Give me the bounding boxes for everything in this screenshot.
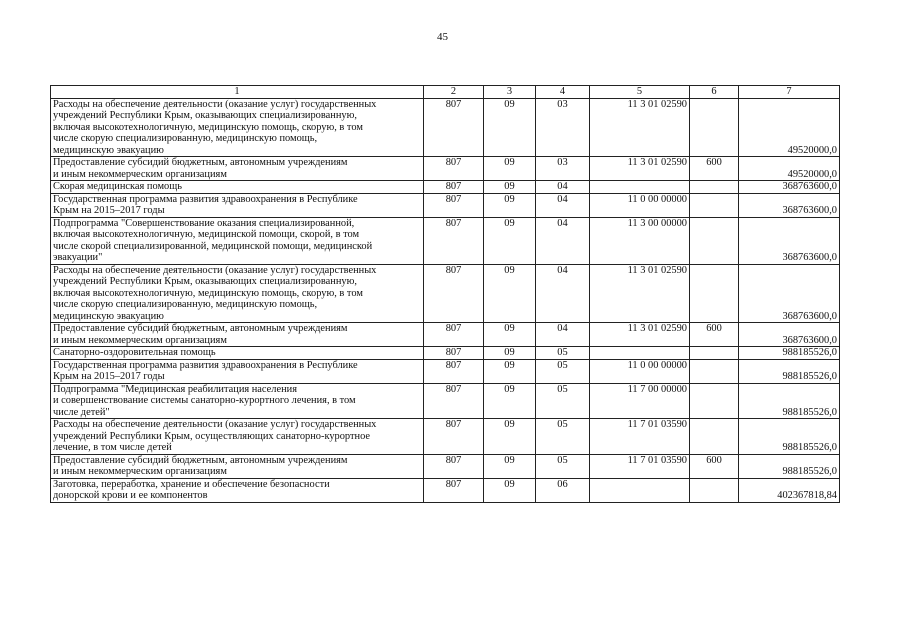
row-ved-cell: 807: [424, 419, 484, 455]
row-csr-cell: [590, 478, 690, 502]
table-row: [51, 478, 840, 502]
header-cell-ved: 2: [424, 86, 484, 99]
row-sum-cell: 988185526,0: [739, 383, 840, 419]
row-rz-cell: 09: [484, 193, 536, 217]
row-pr-cell: 06: [536, 478, 590, 502]
row-ved-cell: 807: [424, 181, 484, 194]
row-ved-cell: 807: [424, 323, 484, 347]
row-name-cell: Заготовка, переработка, хранение и обеспечение безопасности донорской крови и ее компонентов: [51, 478, 424, 502]
row-vr-cell: [690, 419, 739, 455]
row-vr-cell: 600: [690, 157, 739, 181]
header-cell-sum: 7: [739, 86, 840, 99]
header-cell-vr: 6: [690, 86, 739, 99]
row-ved-cell: 807: [424, 347, 484, 360]
table-row: [51, 419, 840, 455]
row-vr-cell: [690, 347, 739, 360]
row-name-cell: Подпрограмма "Совершенствование оказания специализированной, включая высокотехнологичную, медицинской помощи, скорой, в том числе скорой специализированной, медицинской помощи, медицинской эвакуации": [51, 217, 424, 264]
row-pr-cell: 04: [536, 264, 590, 323]
row-ved-cell: 807: [424, 98, 484, 157]
row-pr-cell: 05: [536, 347, 590, 360]
row-vr-cell: [690, 98, 739, 157]
table-row: [51, 217, 840, 264]
header-cell-csr: 5: [590, 86, 690, 99]
row-vr-cell: 600: [690, 323, 739, 347]
page-number: 45: [437, 31, 448, 43]
row-pr-cell: 05: [536, 454, 590, 478]
row-sum-cell: 368763600,0: [739, 181, 840, 194]
row-pr-cell: 03: [536, 157, 590, 181]
header-cell-rz: 3: [484, 86, 536, 99]
row-pr-cell: 04: [536, 181, 590, 194]
row-ved-cell: 807: [424, 217, 484, 264]
row-rz-cell: 09: [484, 157, 536, 181]
row-sum-cell: 368763600,0: [739, 217, 840, 264]
row-rz-cell: 09: [484, 347, 536, 360]
table-row: [51, 383, 840, 419]
row-rz-cell: 09: [484, 359, 536, 383]
row-sum-cell: 988185526,0: [739, 454, 840, 478]
row-vr-cell: [690, 181, 739, 194]
row-rz-cell: 09: [484, 478, 536, 502]
row-pr-cell: 04: [536, 217, 590, 264]
table-row: [51, 157, 840, 181]
row-csr-cell: 11 7 00 00000: [590, 383, 690, 419]
table-row: [51, 181, 840, 194]
row-csr-cell: 11 0 00 00000: [590, 359, 690, 383]
row-rz-cell: 09: [484, 323, 536, 347]
table-row: [51, 98, 840, 157]
row-sum-cell: 368763600,0: [739, 264, 840, 323]
table-row: [51, 323, 840, 347]
row-name-cell: Санаторно-оздоровительная помощь: [51, 347, 424, 360]
row-rz-cell: 09: [484, 264, 536, 323]
row-name-cell: Государственная программа развития здравоохранения в Республике Крым на 2015–2017 годы: [51, 359, 424, 383]
table-header-row: [51, 86, 840, 99]
row-name-cell: Предоставление субсидий бюджетным, автономным учреждениям и иным некоммерческим организациям: [51, 157, 424, 181]
row-csr-cell: 11 7 01 03590: [590, 454, 690, 478]
row-vr-cell: [690, 193, 739, 217]
table-row: [51, 264, 840, 323]
row-csr-cell: 11 3 01 02590: [590, 98, 690, 157]
row-sum-cell: 402367818,84: [739, 478, 840, 502]
row-sum-cell: 49520000,0: [739, 157, 840, 181]
row-ved-cell: 807: [424, 454, 484, 478]
row-rz-cell: 09: [484, 454, 536, 478]
header-cell-pr: 4: [536, 86, 590, 99]
row-vr-cell: [690, 264, 739, 323]
header-cell-name: 1: [51, 86, 424, 99]
row-ved-cell: 807: [424, 193, 484, 217]
row-name-cell: Скорая медицинская помощь: [51, 181, 424, 194]
row-pr-cell: 03: [536, 98, 590, 157]
row-pr-cell: 05: [536, 419, 590, 455]
row-csr-cell: 11 3 01 02590: [590, 264, 690, 323]
row-csr-cell: 11 0 00 00000: [590, 193, 690, 217]
budget-table: [50, 85, 840, 503]
row-name-cell: Расходы на обеспечение деятельности (оказание услуг) государственных учреждений Республики Крым, оказывающих специализированную, включая высокотехнологичную, медицинскую помощь, скорую, в том числе скорую специализированную, медицинскую помощь, медицинскую эвакуацию: [51, 98, 424, 157]
row-name-cell: Предоставление субсидий бюджетным, автономным учреждениям и иным некоммерческим организациям: [51, 323, 424, 347]
row-ved-cell: 807: [424, 264, 484, 323]
row-csr-cell: 11 7 01 03590: [590, 419, 690, 455]
table-row: [51, 347, 840, 360]
row-sum-cell: 49520000,0: [739, 98, 840, 157]
table-row: [51, 193, 840, 217]
row-pr-cell: 05: [536, 383, 590, 419]
row-sum-cell: 988185526,0: [739, 359, 840, 383]
row-ved-cell: 807: [424, 157, 484, 181]
row-name-cell: Государственная программа развития здравоохранения в Республике Крым на 2015–2017 годы: [51, 193, 424, 217]
row-rz-cell: 09: [484, 419, 536, 455]
row-sum-cell: 368763600,0: [739, 323, 840, 347]
row-sum-cell: 988185526,0: [739, 347, 840, 360]
row-csr-cell: [590, 181, 690, 194]
row-csr-cell: 11 3 00 00000: [590, 217, 690, 264]
row-csr-cell: 11 3 01 02590: [590, 323, 690, 347]
row-vr-cell: [690, 383, 739, 419]
row-name-cell: Расходы на обеспечение деятельности (оказание услуг) государственных учреждений Республики Крым, осуществляющих санаторно-курортное лечение, в том числе детей: [51, 419, 424, 455]
row-sum-cell: 368763600,0: [739, 193, 840, 217]
row-name-cell: Подпрограмма "Медицинская реабилитация населения и совершенствование системы санаторно-курортного лечения, в том числе детей": [51, 383, 424, 419]
row-vr-cell: 600: [690, 454, 739, 478]
row-vr-cell: [690, 359, 739, 383]
row-csr-cell: 11 3 01 02590: [590, 157, 690, 181]
row-rz-cell: 09: [484, 217, 536, 264]
row-rz-cell: 09: [484, 98, 536, 157]
row-ved-cell: 807: [424, 478, 484, 502]
table-row: [51, 454, 840, 478]
row-ved-cell: 807: [424, 359, 484, 383]
row-rz-cell: 09: [484, 181, 536, 194]
row-name-cell: Расходы на обеспечение деятельности (оказание услуг) государственных учреждений Республики Крым, оказывающих специализированную, включая высокотехнологичную, медицинскую помощь, скорую, в том числе скорую специализированную, медицинскую помощь, медицинскую эвакуацию: [51, 264, 424, 323]
row-name-cell: Предоставление субсидий бюджетным, автономным учреждениям и иным некоммерческим организациям: [51, 454, 424, 478]
table-row: [51, 359, 840, 383]
row-vr-cell: [690, 217, 739, 264]
row-rz-cell: 09: [484, 383, 536, 419]
row-sum-cell: 988185526,0: [739, 419, 840, 455]
row-ved-cell: 807: [424, 383, 484, 419]
row-pr-cell: 05: [536, 359, 590, 383]
row-pr-cell: 04: [536, 193, 590, 217]
row-vr-cell: [690, 478, 739, 502]
row-csr-cell: [590, 347, 690, 360]
row-pr-cell: 04: [536, 323, 590, 347]
